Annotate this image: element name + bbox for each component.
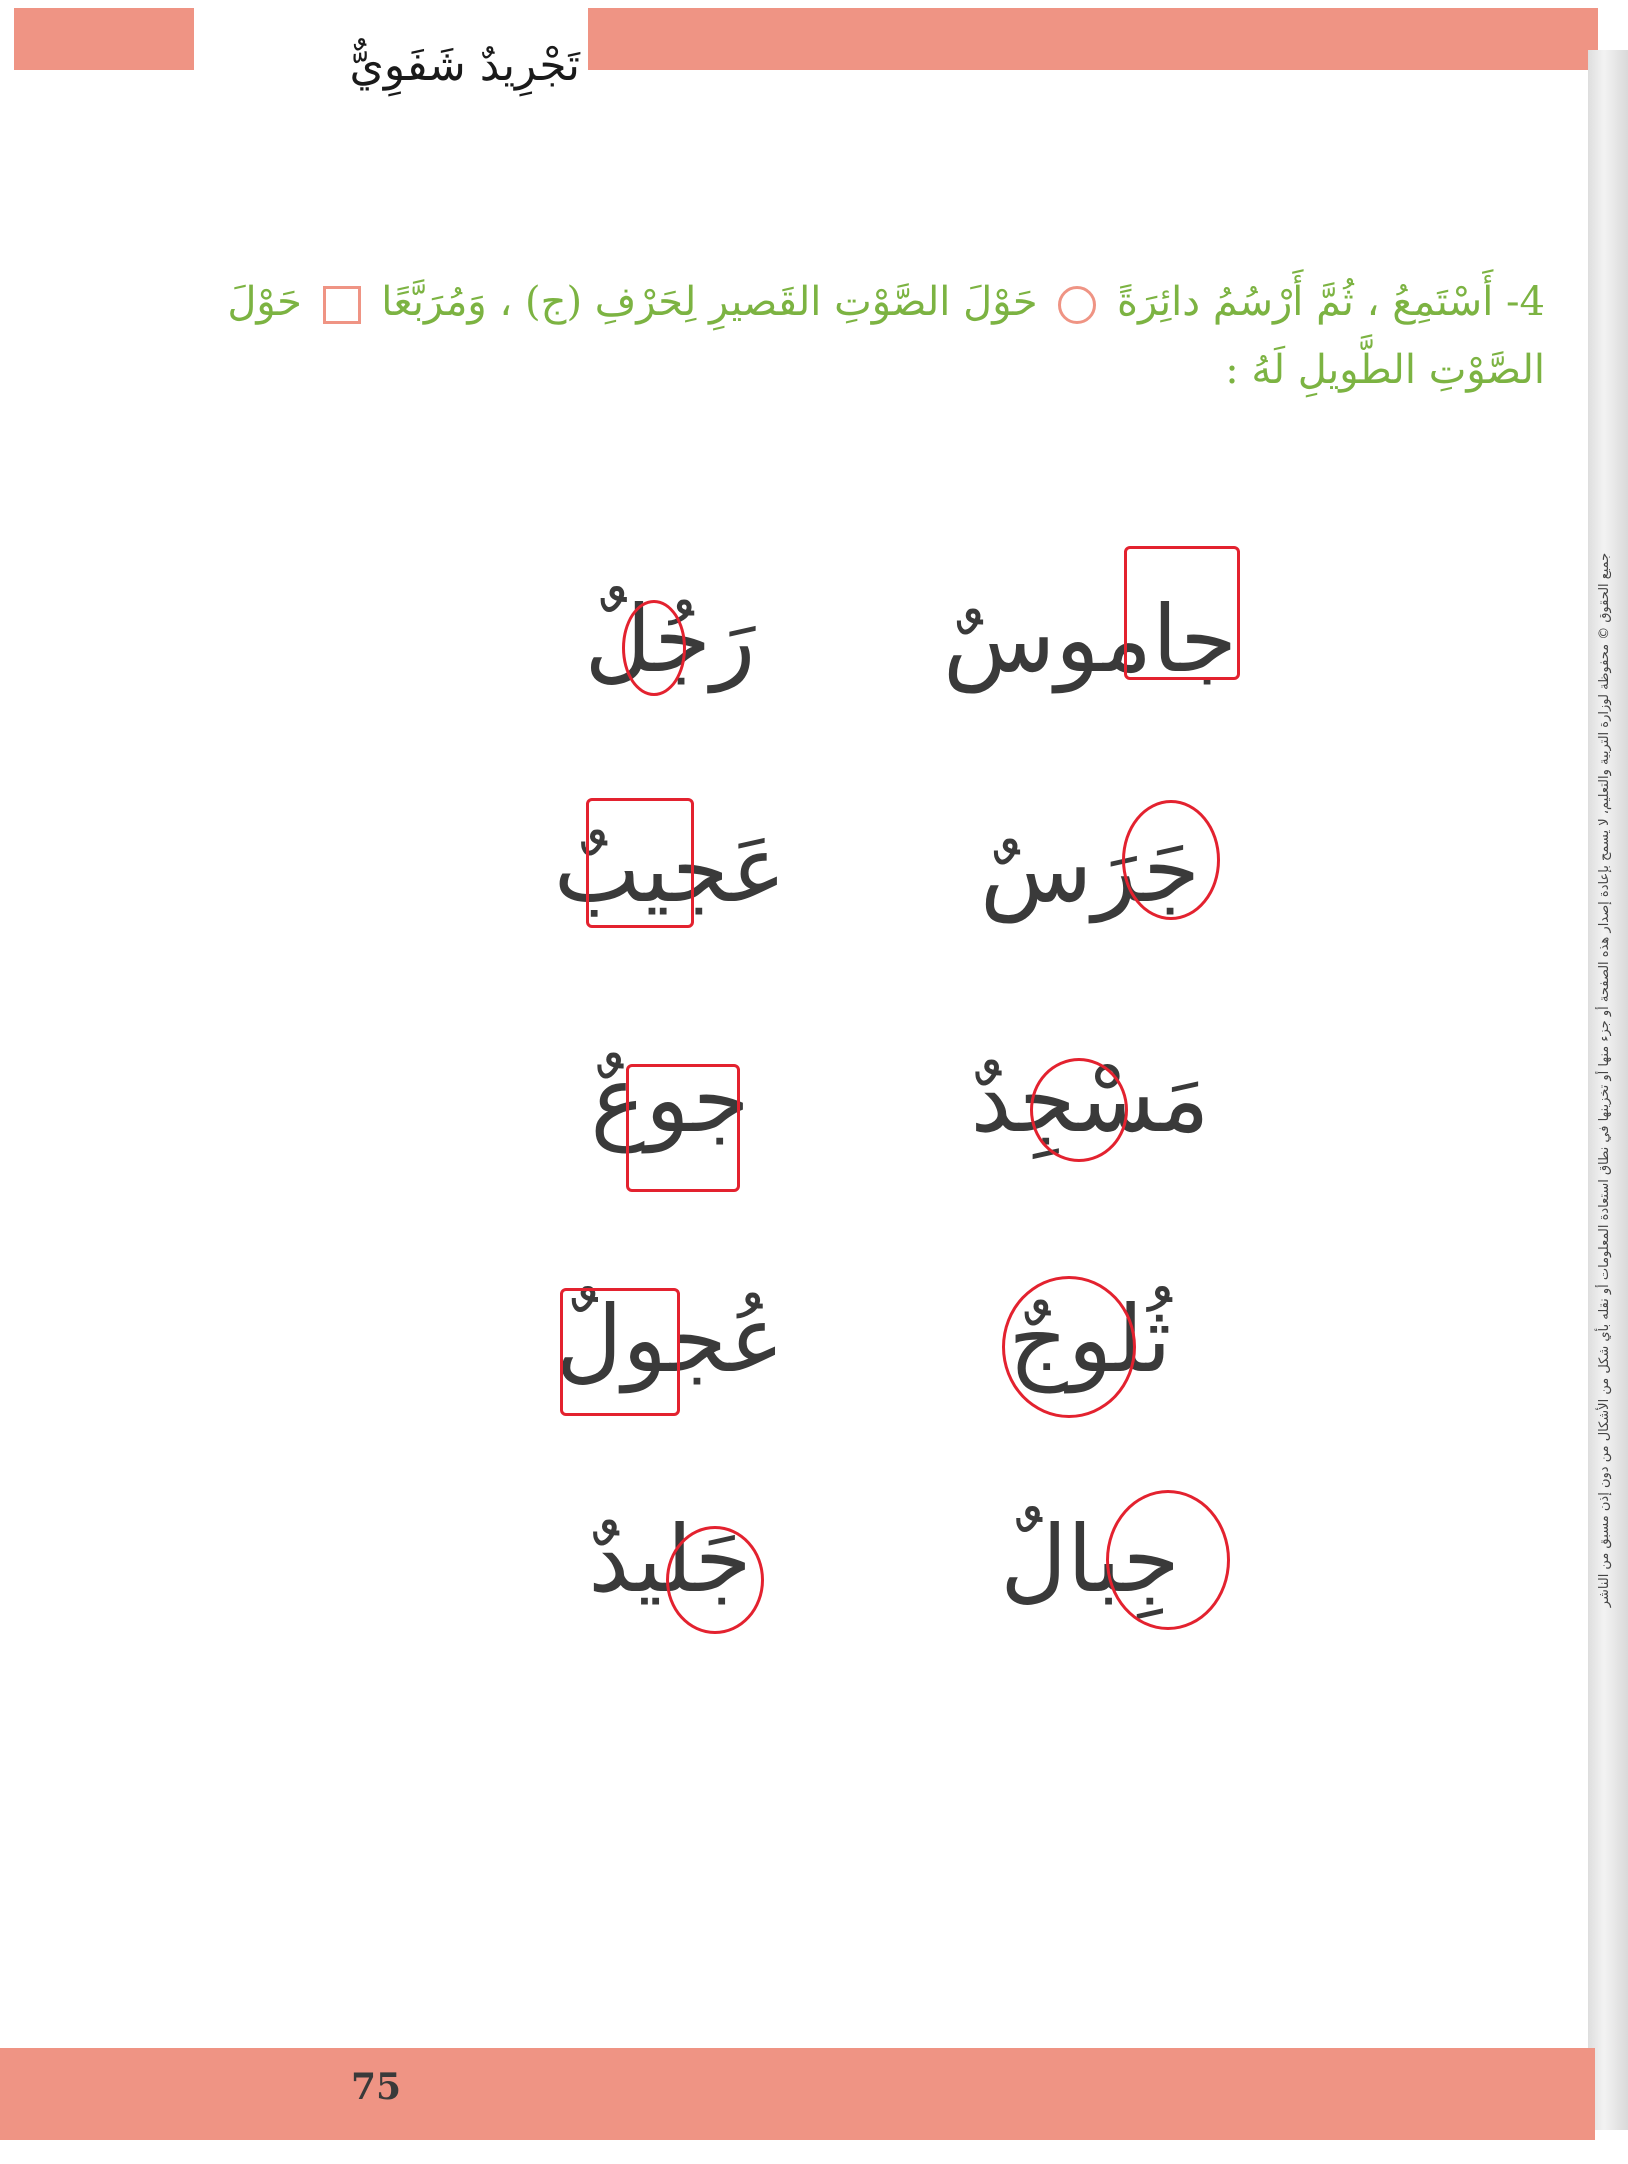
long-vowel-square-mark [1124,546,1240,680]
long-vowel-square-mark [586,798,694,928]
word-2: رَجُلٌ [584,586,756,693]
word-5: مَسْجِدٌ [970,1046,1210,1153]
word-cell-9[interactable] [890,1490,1290,1630]
word-cell-6[interactable] [470,1030,870,1170]
word-6: جوعٌ [590,1046,750,1153]
word-cell-8[interactable] [470,1270,870,1410]
word-10: جَليدٌ [588,1506,752,1613]
word-1: جاموسٌ [942,586,1237,693]
word-cell-7[interactable] [890,1270,1290,1410]
exercise-instruction [170,268,1545,404]
bottom-color-band [0,2048,1595,2140]
long-vowel-square-mark [560,1288,680,1416]
short-vowel-circle-mark [1030,1058,1128,1162]
short-vowel-circle-mark [1002,1276,1136,1418]
short-vowel-circle-mark [1106,1490,1230,1630]
word-cell-5[interactable] [890,1030,1290,1170]
instruction-part-1: 4- أَسْتَمِعُ ، ثُمَّ أَرْسُمُ دائِرَةً [1117,279,1545,325]
word-9: جِبالٌ [1000,1506,1180,1613]
short-vowel-circle-mark [622,600,686,696]
instruction-part-3: حَوْلَ الصَّوْتِ الطَّويلِ لَهُ : [227,279,1545,393]
short-vowel-circle-mark [666,1526,764,1634]
word-cell-2[interactable] [470,570,870,710]
word-cell-1[interactable] [890,570,1290,710]
copyright-notice: جميع الحقوق © محفوظة لوزارة التربية والتعليم، لا يسمح بإعادة إصدار هذه الصفحة أو جزء منها أو تخزينها في نطاق استعادة المعلومات أو نقله بأي شكل من الأشكال من دون إذن مسبق من الناشر [1597,552,1612,1608]
word-7: ثُلوجٌ [1008,1286,1172,1393]
word-8: عُجولٌ [555,1286,785,1393]
word-4: عَجيبٌ [553,816,787,923]
instruction-part-2: حَوْلَ الصَّوْتِ القَصيرِ لِحَرْفِ (ج) ، وَمُرَبَّعًا [381,279,1038,325]
page-number: 75 [350,2066,402,2108]
word-cell-10[interactable] [470,1490,870,1630]
short-vowel-circle-mark [1122,800,1220,920]
long-vowel-square-mark [626,1064,740,1192]
top-left-color-band [14,8,194,70]
word-cell-4[interactable] [470,800,870,940]
word-3: جَرَسٌ [980,816,1200,923]
top-right-color-band [588,8,1598,70]
square-shape-icon [323,286,361,324]
circle-shape-icon [1058,286,1096,324]
word-cell-3[interactable] [890,800,1290,940]
page-section-title: تَجْرِيدٌ شَفَوِيٌّ [349,40,580,91]
